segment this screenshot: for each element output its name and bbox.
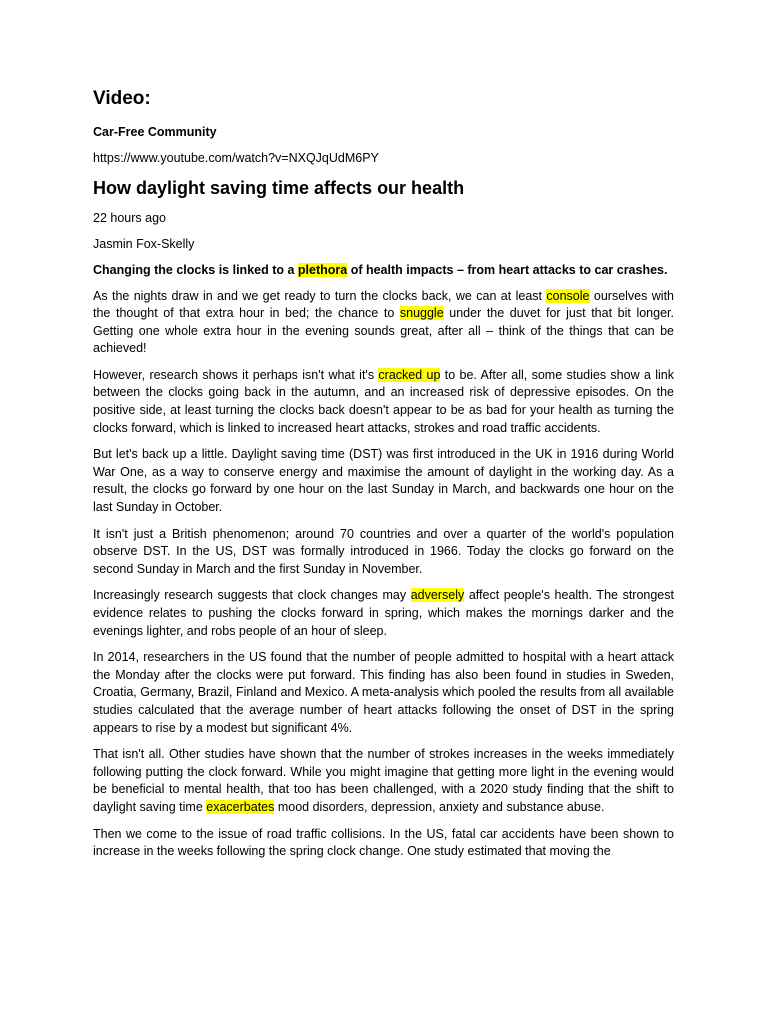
highlighted-word: exacerbates	[206, 799, 275, 814]
lead-text: of health impacts – from heart attacks to car crashes.	[347, 263, 668, 277]
paragraph-text: mood disorders, depression, anxiety and substance abuse.	[274, 799, 605, 814]
video-heading: Video:	[93, 88, 151, 109]
paragraph-text: to be. After all, some studies show a link between the clocks going back in the autumn, and an increased risk of depressive episodes. On the positive side, at least turning the clocks back doesn't appear to be as bad for your health as turning the clocks forward, which is linked to increased heart attacks, strokes and road traffic accidents.	[93, 367, 674, 435]
paragraph-text: ourselves with the thought of that extra hour in bed; the chance to	[93, 288, 674, 321]
paragraph	[93, 367, 674, 437]
paragraph	[93, 746, 674, 816]
article-title: How daylight saving time affects our health	[93, 178, 465, 198]
paragraph	[93, 587, 674, 640]
video-url: https://www.youtube.com/watch?v=NXQJqUdM6PY	[93, 151, 379, 165]
paragraph-text: As the nights draw in and we get ready to turn the clocks back, we can at least	[93, 288, 547, 303]
paragraph: In 2014, researchers in the US found that the number of people admitted to hospital with a heart attack the Monday after the clocks were put forward. This finding has also been found in studies in Sweden, Croatia, Germany, Brazil, Finland and Mexico. A meta-analysis which pooled the results from all available studies calculated that the average number of heart attacks following the onset of DST in the spring appears to rise by a modest but significant 4%.	[93, 650, 674, 735]
highlighted-word: cracked up	[378, 367, 441, 382]
article-author: Jasmin Fox-Skelly	[93, 237, 195, 251]
paragraph-text: However, research shows it perhaps isn't what it's	[93, 367, 379, 382]
paragraph-text: affect people's health. The strongest evidence relates to pushing the clocks forward in spring, which makes the mornings darker and the evenings lighter, and robs people of an hour of sleep.	[93, 588, 674, 638]
paragraph: But let's back up a little. Daylight saving time (DST) was first introduced in the UK in 1916 during World War One, as a way to conserve energy and maximise the amount of daylight in the working day. As a result, the clocks go forward by one hour on the last Sunday in March, and backwards one hour on the last Sunday in October.	[93, 447, 674, 515]
lead-text: Changing the clocks is linked to a	[93, 263, 298, 277]
highlighted-word: snuggle	[399, 306, 444, 321]
paragraph-text: under the duvet for just that bit longer. Getting one whole extra hour in the evening sounds great, after all – think of the things that can be achieved!	[93, 306, 674, 356]
paragraph-text: Increasingly research suggests that clock changes may	[93, 588, 411, 603]
article-timestamp: 22 hours ago	[93, 211, 166, 225]
paragraph: Then we come to the issue of road traffic collisions. In the US, fatal car accidents have been shown to increase in the weeks following the spring clock change. One study estimated that moving the	[93, 826, 674, 859]
paragraph	[93, 288, 674, 358]
highlighted-word: console	[546, 288, 590, 303]
channel-name: Car-Free Community	[93, 125, 217, 139]
paragraph: It isn't just a British phenomenon; around 70 countries and over a quarter of the world's population observe DST. In the US, DST was formally introduced in 1966. Today the clocks go forward on the second Sunday in March and the first Sunday in November.	[93, 526, 674, 576]
paragraph-text: That isn't all. Other studies have shown that the number of strokes increases in the weeks immediately following putting the clock forward. While you might imagine that getting more light in the evening would be beneficial to mental health, that too has been challenged, with a 2020 study finding that the shift to daylight saving time	[93, 747, 674, 814]
highlighted-word: adversely	[410, 588, 465, 603]
highlighted-word: plethora	[297, 263, 348, 277]
article-lead	[93, 262, 674, 280]
